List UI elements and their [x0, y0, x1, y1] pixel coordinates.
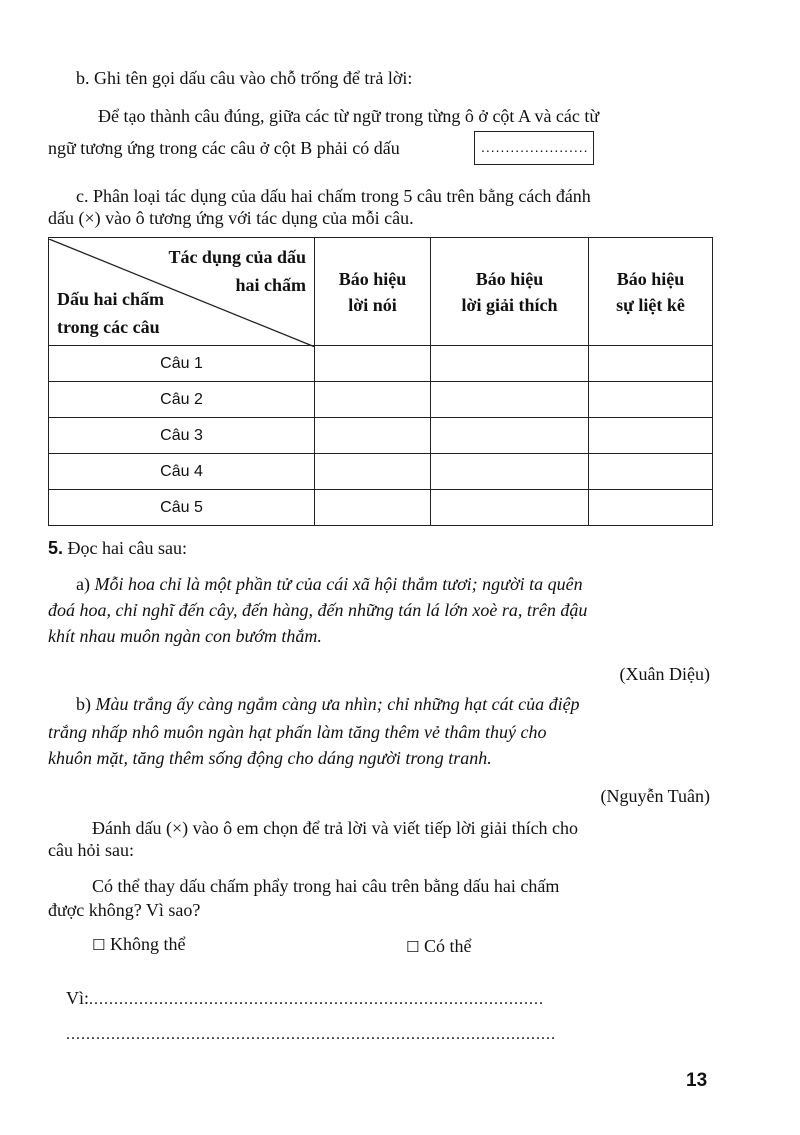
answer-box[interactable] [474, 131, 594, 165]
row-label: Câu 4 [49, 454, 315, 490]
table-corner-cell [49, 238, 315, 346]
option-label: Có thể [423, 936, 472, 956]
part-b-heading: b. Ghi tên gọi dấu câu vào chỗ trống để trả lời: [76, 68, 413, 88]
answer-cell[interactable] [589, 382, 713, 418]
q5-b-line1: b) Màu trắng ấy càng ngắm càng ưa nhìn; chỉ những hạt cát của điệp [76, 694, 580, 714]
answer-cell[interactable] [431, 382, 589, 418]
option-label: Không thể [109, 934, 186, 954]
answer-cell[interactable] [589, 346, 713, 382]
table-row [49, 418, 713, 454]
q5-instruction-line2: câu hỏi sau: [48, 840, 134, 860]
answer-box-blank: ...................... [481, 139, 589, 155]
q5-instruction-line1: Đánh dấu (×) vào ô em chọn để trả lời và viết tiếp lời giải thích cho [92, 818, 579, 838]
table-row [49, 454, 713, 490]
answer-cell[interactable] [315, 418, 431, 454]
part-b-line1: Để tạo thành câu đúng, giữa các từ ngữ trong từng ô ở cột A và các từ [98, 106, 600, 126]
answer-cell[interactable] [431, 490, 589, 526]
checkbox-icon[interactable]: ☐ [406, 938, 420, 956]
answer-cell[interactable] [315, 346, 431, 382]
q5-b-line3: khuôn mặt, tăng thêm sống động cho dáng người trong tranh. [48, 748, 492, 768]
classification-table [48, 237, 713, 526]
row-label: Câu 1 [49, 346, 315, 382]
option-khong-the[interactable] [92, 934, 185, 955]
because-line[interactable] [66, 988, 544, 1009]
checkbox-icon[interactable]: ☐ [92, 936, 106, 954]
answer-cell[interactable] [431, 418, 589, 454]
answer-cell[interactable] [315, 490, 431, 526]
answer-cell[interactable] [315, 454, 431, 490]
part-b-line2: ngữ tương ứng trong các câu ở cột B phải có dấu [48, 138, 400, 158]
q5-a-line3: khít nhau muôn ngàn con bướm thắm. [48, 626, 322, 646]
answer-cell[interactable] [589, 418, 713, 454]
answer-cell[interactable] [589, 454, 713, 490]
table-row [49, 382, 713, 418]
q5-number: 5. [48, 538, 64, 558]
part-c-line2: dấu (×) vào ô tương ứng với tác dụng của mỗi câu. [48, 208, 414, 228]
answer-cell[interactable] [315, 382, 431, 418]
col-header-loi-giai-thich: Báo hiệu lời giải thích [431, 238, 589, 346]
q5-a-author: (Xuân Diệu) [619, 664, 710, 684]
page-number: 13 [686, 1070, 708, 1091]
col-header-loi-noi: Báo hiệu lời nói [315, 238, 431, 346]
option-co-the[interactable] [406, 936, 471, 957]
table-header-row [49, 238, 713, 346]
answer-cell[interactable] [431, 454, 589, 490]
row-label: Câu 2 [49, 382, 315, 418]
corner-top-label: Tác dụng của dấu hai chấm [168, 246, 306, 295]
extra-answer-line[interactable]: .................................................................................................. [66, 1026, 556, 1043]
table-row [49, 346, 713, 382]
q5-a-line2: đoá hoa, chỉ nghĩ đến cây, đến hàng, đến những tán lá lớn xoè ra, trên đậu [48, 600, 588, 620]
part-c-line1: c. Phân loại tác dụng của dấu hai chấm trong 5 câu trên bằng cách đánh [76, 186, 591, 206]
answer-cell[interactable] [431, 346, 589, 382]
q5-a-line1: a) Mỗi hoa chỉ là một phần tử của cái xã hội thắm tươi; người ta quên [76, 574, 583, 594]
q5-question-line2: được không? Vì sao? [48, 900, 201, 920]
q5-heading-row [48, 538, 187, 559]
table-row [49, 490, 713, 526]
col-header-su-liet-ke: Báo hiệu sự liệt kê [589, 238, 713, 346]
row-label: Câu 5 [49, 490, 315, 526]
because-dots: ........................................................................................... [89, 991, 545, 1008]
row-label: Câu 3 [49, 418, 315, 454]
q5-b-line2: trắng nhấp nhô muôn ngàn hạt phấn làm tăng thêm vẻ thâm thuý cho [48, 722, 547, 742]
corner-bottom-label: Dấu hai chấm trong các câu [57, 288, 165, 337]
q5-heading: Đọc hai câu sau: [67, 538, 187, 558]
because-label: Vì: [66, 988, 90, 1008]
q5-b-author: (Nguyễn Tuân) [600, 786, 710, 806]
q5-question-line1: Có thể thay dấu chấm phẩy trong hai câu trên bằng dấu hai chấm [92, 876, 560, 896]
answer-cell[interactable] [589, 490, 713, 526]
